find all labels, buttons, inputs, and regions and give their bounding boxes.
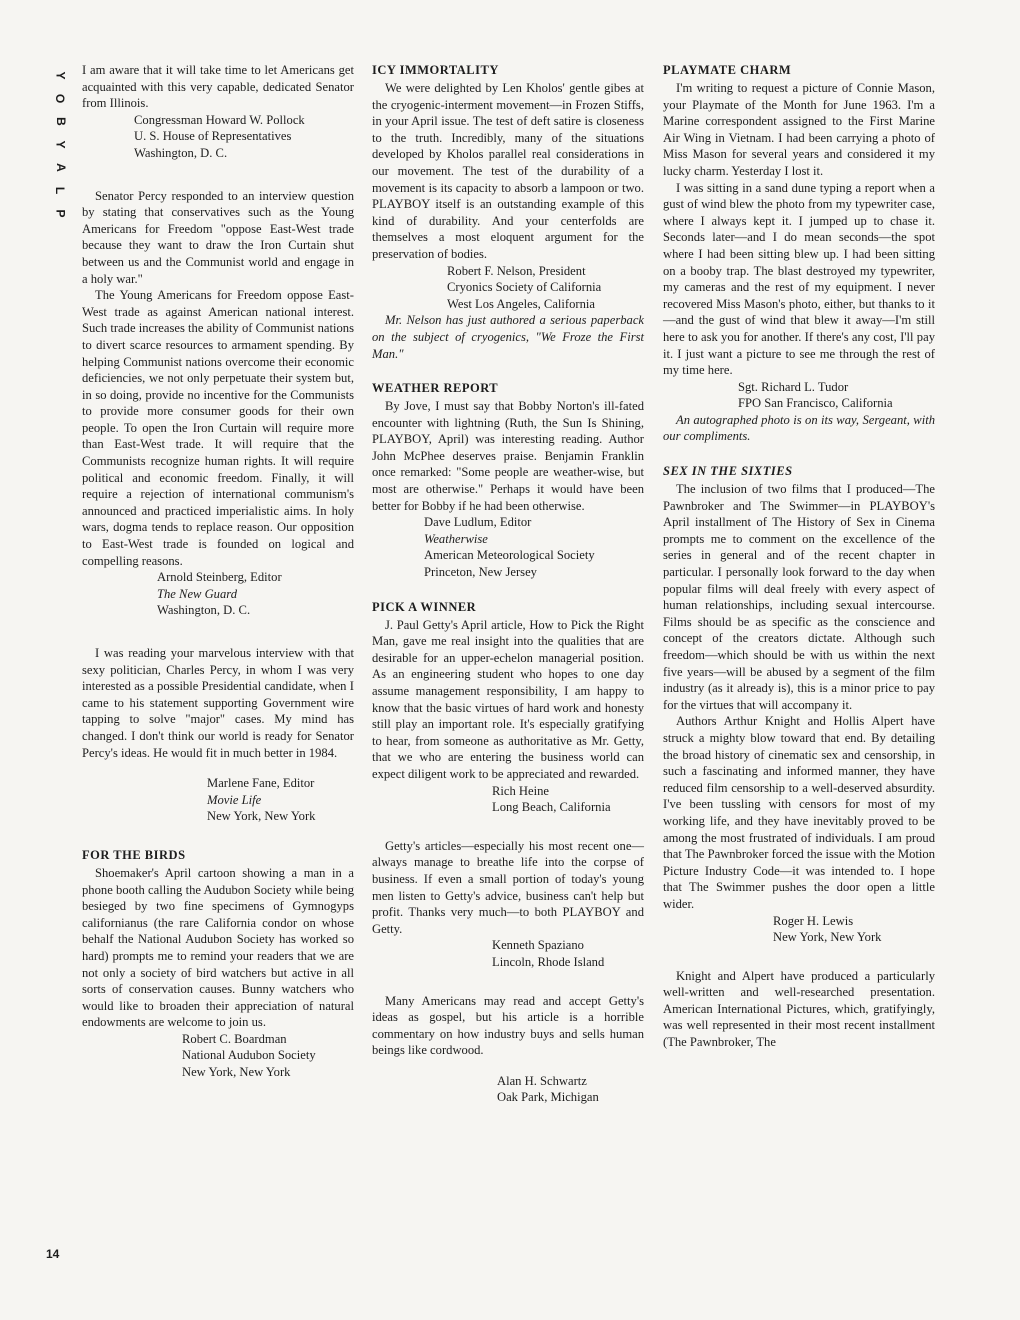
signature-line: Oak Park, Michigan [497, 1090, 599, 1105]
letter-signature [663, 913, 935, 946]
signature-line: Weatherwise [424, 531, 488, 546]
signature-line: New York, New York [773, 930, 882, 945]
letter-paragraph: Getty's articles—especially his most recent one—always manage to breathe life into the corpse of business. If even a small portion of today's young men listen to Getty's advice, business can't help but profit. Thanks very much—to both PLAYBOY and Getty. [372, 838, 644, 936]
signature-line: U. S. House of Representatives [134, 129, 292, 144]
signature-line: West Los Angeles, California [447, 296, 595, 311]
letter-signature [82, 112, 354, 162]
section-heading: SEX IN THE SIXTIES [663, 464, 793, 479]
column-3 [663, 62, 935, 1051]
signature-line: Congressman Howard W. Pollock [134, 112, 305, 127]
editor-note: An autographed photo is on its way, Sergeant, with our compliments. [663, 412, 935, 444]
letter-signature [82, 1031, 354, 1081]
signature-line: Marlene Fane, Editor [207, 776, 315, 791]
section-heading: ICY IMMORTALITY [372, 63, 499, 77]
signature-line: Sgt. Richard L. Tudor [738, 379, 849, 394]
letter-paragraph: I was reading your marvelous interview with that sexy politician, Charles Percy, in whom I was very interested as a possible Presidential candidate, when I came to his statement supporting Government wire tapping to solve "major" cases. My mind has changed. I don't think our world is ready for Senator Percy's ideas. He would fit in much better in 1984. [82, 646, 354, 760]
letter-paragraph: By Jove, I must say that Bobby Norton's ill-fated encounter with lightning (Ruth, the Sun Is Shining, PLAYBOY, April) was interesting reading. Author John McPhee deserves praise. Benjamin Franklin once remarked: "Some people are weather-wise, but most are otherwise." Perhaps it would have been better for Bobby if he had been otherwise. [372, 399, 644, 513]
signature-line: Lincoln, Rhode Island [492, 954, 605, 969]
signature-line: Princeton, New Jersey [424, 565, 537, 580]
letter-signature [82, 775, 354, 825]
letter-paragraph: The Young Americans for Freedom oppose East-West trade as against American national interest. Such trade increases the ability of Communist nations to divert scarce resources to armament spending. By helping Communist nations overcome their economic deficiencies, we not only perpetuate their system but, in so doing, provide no incentive for the Communists to provide more consumer goods for their own people. To open the Iron Curtain will require more than East-West trade. It will require that the Communists recognize human rights. It will require political and economic freedom. Finally, it will require a rejection of international communism's announced and practiced imperialistic aims. In holy wars, dogma tends to replace reason. Our opposition to East-West trade is founded on logical and compelling reasons. [82, 288, 354, 568]
signature-line: New York, New York [207, 809, 316, 824]
page-number: 14 [46, 1247, 60, 1261]
signature-line: Alan H. Schwartz [497, 1073, 587, 1088]
letter-signature [372, 263, 644, 313]
signature-line: Roger H. Lewis [773, 913, 854, 928]
letter-paragraph: J. Paul Getty's April article, How to Pick the Right Man, gave me real insight into the qualities that are desirable for an upper-echelon managerial position. As an engineering student who hopes to one day assume management responsibility, I am happy to know that the basic virtues of hard work and honesty still play an important role. It's especially gratifying to hear, from someone as authoritative as Mr. Getty, that we who are entering the business world can expect diligent work to be appreciated and rewarded. [372, 617, 644, 781]
signature-line: New York, New York [182, 1065, 291, 1080]
letter-paragraph: Authors Arthur Knight and Hollis Alpert have struck a mighty blow toward that end. By detailing the broad history of cinematic sex and censorship, in such a fascinating and informed manner, they have reduced film censorship to a well-deserved absurdity. I've been tussling with censors for most of my working life, and they have inevitably proved to be among the most frustrated of individuals. I am proud that The Pawnbroker forced the issue with the Motion Picture Industry Code—it was intended to. I hope that The Swimmer pushes the door open a little wider. [663, 714, 935, 911]
section-heading: PICK A WINNER [372, 599, 477, 614]
letter-paragraph: Senator Percy responded to an interview question by stating that conservatives such as the Young Americans for Freedom "oppose East-West trade because they want to draw the Iron Curtain shut between us and the Communist world and engage in a holy war." [82, 188, 354, 286]
signature-line: Robert C. Boardman [182, 1031, 287, 1046]
section-heading: WEATHER REPORT [372, 381, 499, 396]
letter-signature [663, 379, 935, 412]
playboy-masthead-vertical [50, 64, 70, 225]
editor-note: Mr. Nelson has just authored a serious paperback on the subject of cryogenics, "We Froze the First Man." [372, 313, 644, 361]
signature-line: Rich Heine [492, 783, 550, 798]
masthead-letter: Y [53, 71, 68, 80]
signature-line: American Meteorological Society [424, 548, 595, 563]
letter-signature [372, 1073, 644, 1106]
signature-line: Washington, D. C. [157, 603, 251, 618]
masthead-letter: B [53, 117, 68, 126]
letter-paragraph: We were delighted by Len Kholos' gentle gibes at the cryogenic-interment movement—in Frozen Stiffs, in your April issue. The test of deft satire is closeness to the truth. Incredibly, many of the situations developed by Kholos parallel real considerations in our movement. The test of the durability of a movement is its capacity to absorb a lampoon or two. PLAYBOY itself is an outstanding example of this kind of durability. And your centerfolds are themselves a most eloquent argument for the preservation of bodies. [372, 81, 644, 261]
letter-paragraph: I'm writing to request a picture of Connie Mason, your Playmate of the Month for June 1963. I'm a Marine correspondent assigned to the First Marine Air Wing in Vietnam. I had been carrying a photo of Miss Mason for several years and considered it my lucky charm. Yesterday I lost it. [663, 81, 935, 178]
letter-paragraph: Many Americans may read and accept Getty's ideas as gospel, but his article is a horrible commentary on how industry buys and sells human beings like cordwood. [372, 993, 644, 1058]
signature-line: Long Beach, California [492, 800, 611, 815]
column-1 [82, 62, 354, 1081]
signature-line: Dave Ludlum, Editor [424, 515, 532, 530]
masthead-letter: O [53, 93, 68, 104]
signature-line: National Audubon Society [182, 1048, 316, 1063]
signature-line: Washington, D. C. [134, 145, 228, 160]
masthead-letter: A [53, 163, 68, 172]
masthead-letter: L [53, 186, 68, 195]
signature-line: Robert F. Nelson, President [447, 263, 586, 278]
signature-line: Arnold Steinberg, Editor [157, 570, 282, 585]
section-heading: FOR THE BIRDS [82, 847, 186, 862]
signature-line: The New Guard [157, 586, 237, 601]
letter-signature [372, 937, 644, 970]
letter-paragraph: I was sitting in a sand dune typing a report when a gust of wind blew the photo from my typewriter case, where I always kept it. I jumped up to chase it. Seconds later—and I do mean seconds—the spot where I had been sitting blew up. I had been sitting on a booby trap. The blast destroyed my typewriter, my cameras and the rest of my equipment. I never recovered Miss Mason's photo, either, but thanks to it—and the gust of wind that blew it away—I'm still here to ask you for another. If there's any cost, I'll pay it. I just want a picture to see me through the rest of my time here. [663, 180, 935, 378]
letter-paragraph: I am aware that it will take time to let Americans get acquainted with this very capable, dedicated Senator from Illinois. [82, 63, 354, 111]
signature-line: Kenneth Spaziano [492, 938, 584, 953]
signature-line: Cryonics Society of California [447, 280, 602, 295]
letter-paragraph: Knight and Alpert have produced a particularly well-written and well-researched presentation. American International Pictures, which, gratifyingly, was well represented in their most recent installment (The Pawnbroker, The [663, 968, 935, 1050]
letter-paragraph: Shoemaker's April cartoon showing a man in a phone booth calling the Audubon Society while being besieged by two fine specimens of Gymnogyps californianus (the rare California condor on whose behalf the National Audubon Society has worked so hard) prompts me to remind your readers that we are not only a society of bird watchers but active in all sorts of conservation causes. Bunny watchers who would like to broaden their appreciation of natural endowments are welcome to join us. [82, 865, 354, 1030]
column-2 [372, 62, 644, 1106]
letter-paragraph: The inclusion of two films that I produced—The Pawnbroker and The Swimmer—in PLAYBOY's April installment of The History of Sex in Cinema prompts me to comment on the excellence of the series in general and of the recent chapter in particular. I personally look forward to the day when popular films will deal freely with every aspect of human relationships, including sexual intercourse. Films should be as specific as the conscience and concept of the creators dictate. Although such freedom—which should be with us within the next five years—will be abused by a segment of the film industry (as it already is), this is a minor price to pay for the virtues that will accompany it. [663, 482, 935, 712]
letter-signature [82, 569, 354, 619]
masthead-letter: Y [53, 140, 68, 149]
masthead-letter: P [53, 209, 68, 218]
section-heading: PLAYMATE CHARM [663, 63, 792, 77]
letter-signature [372, 783, 644, 816]
signature-line: Movie Life [207, 792, 262, 807]
letter-signature [372, 514, 644, 580]
signature-line: FPO San Francisco, California [738, 396, 893, 411]
